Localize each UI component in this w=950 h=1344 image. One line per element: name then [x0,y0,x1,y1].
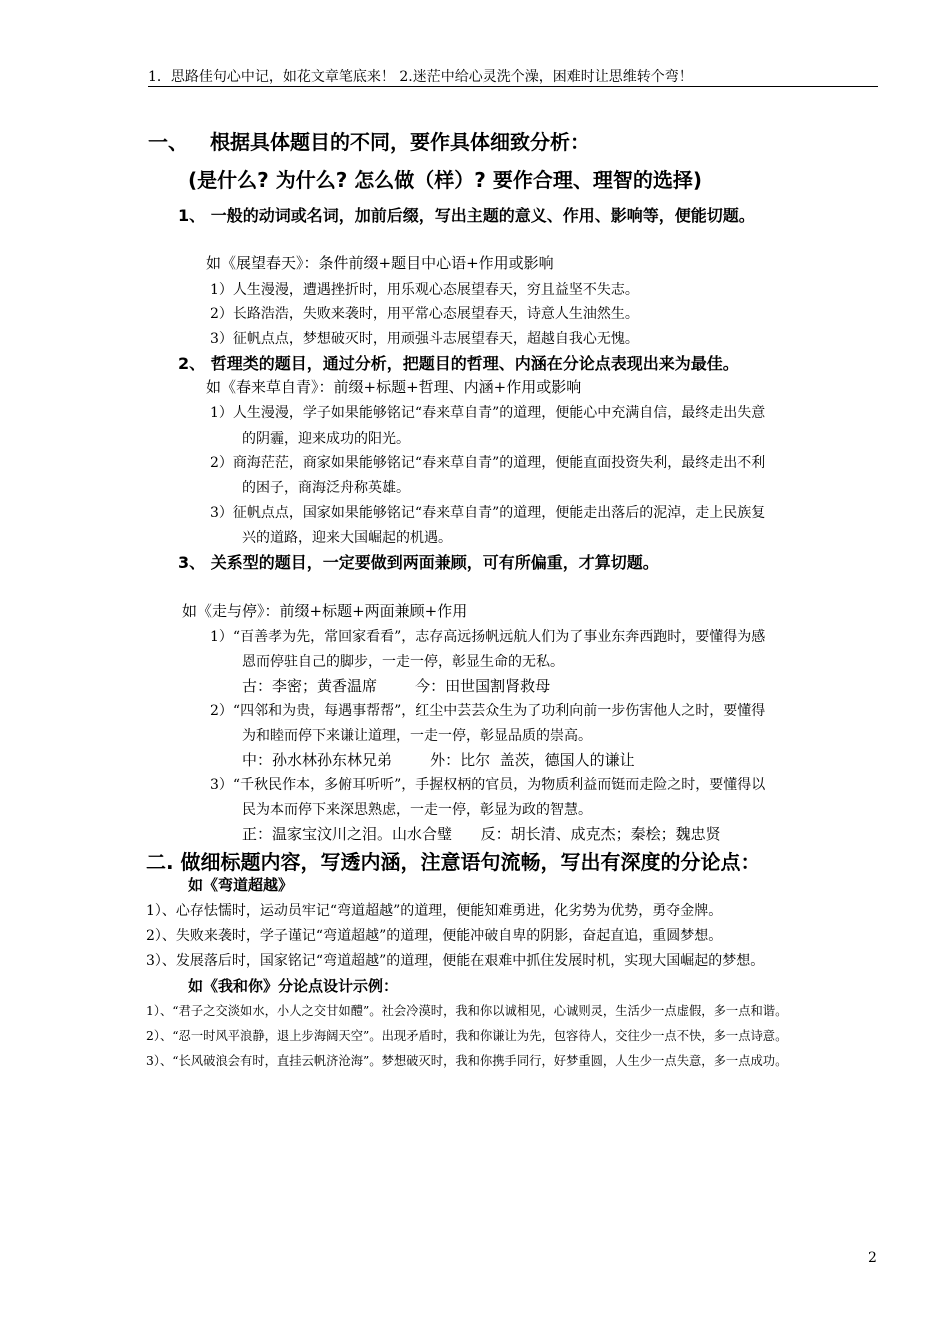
example2-item-2: 2）、“忍一时风平浪静，退上步海阔天空”。出现矛盾时，我和你谦让为先，包容待人，交往少一点不快，多一点诗意。 [146,1029,788,1043]
point3-item-3-line2: 民为本而停下来深思熟虑，一走一停，彰显为政的智慧。 [242,802,592,818]
section1-title: 根据具体题目的不同，要作具体细致分析： [210,130,590,154]
header-divider [148,86,878,87]
point1-example: 如《展望春天》：条件前缀+题目中心语+作用或影响 [206,254,554,272]
point3-item-1-examples: 古：李密；黄香温席 今：田世国割肾救母 [242,677,551,695]
example2-item-3: 3）、“长风破浪会有时，直挂云帆济沧海”。梦想破灭时，我和你携手同行，好梦重圆，人生少一点失意，多一点成功。 [146,1054,788,1068]
point1-item-1: 1）人生漫漫，遭遇挫折时，用乐观心态展望春天，穷且益坚不失志。 [210,282,639,298]
example1-heading: 如《弯道超越》 [188,876,294,894]
point2-item-1-line1: 1）人生漫漫，学子如果能够铭记“春来草自青”的道理，便能心中充满自信，最终走出失意 [210,405,766,421]
point3-item-1-line1: 1）“百善孝为先，常回家看看”，志存高远扬帆远航人们为了事业东奔西跑时，要懂得为感 [210,629,766,645]
page-number: 2 [868,1250,877,1266]
point3-example: 如《走与停》：前缀+标题+两面兼顾+作用 [182,602,468,620]
point2-example: 如《春来草自青》：前缀+标题+哲理、内涵+作用或影响 [206,378,582,396]
point3-item-1-line2: 恩而停驻自己的脚步，一走一停，彰显生命的无私。 [242,654,564,670]
point1-item-3: 3）征帆点点，梦想破灭时，用顽强斗志展望春天，超越自我心无愧。 [210,331,639,347]
section1-number: 一、 [148,130,188,154]
point1-heading: 1、 一般的动词或名词，加前后缀，写出主题的意义、作用、影响等，便能切题。 [178,206,755,225]
example1-item-3: 3）、发展落后时，国家铭记“弯道超越”的道理，便能在艰难中抓住发展时机，实现大国崛起的梦想。 [146,953,765,969]
example1-item-1: 1）、心存怯懦时，运动员牢记“弯道超越”的道理，便能知难勇进，化劣势为优势，勇夺金牌。 [146,903,723,919]
point3-item-2-line1: 2）“四邻和为贵，每遇事帮帮”，红尘中芸芸众生为了功利向前一步伤害他人之时，要懂得 [210,703,766,719]
point2-heading: 2、 哲理类的题目，通过分析，把题目的哲理、内涵在分论点表现出来为最佳。 [178,354,739,373]
point3-heading: 3、 关系型的题目，一定要做到两面兼顾，可有所偏重，才算切题。 [178,553,659,572]
point2-item-3-line2: 兴的道路，迎来大国崛起的机遇。 [242,530,452,546]
example2-item-1: 1）、“君子之交淡如水，小人之交甘如醴”。社会冷漠时，我和你以诚相见，心诚则灵，生活少一点虚假，多一点和谐。 [146,1004,788,1018]
point2-item-2-line2: 的困子，商海泛舟称英雄。 [242,480,410,496]
example1-item-2: 2）、失败来袭时，学子谨记“弯道超越”的道理，便能冲破自卑的阴影，奋起直追，重圆梦想。 [146,928,723,944]
example2-heading: 如《我和你》分论点设计示例： [188,977,399,995]
point3-item-3-line1: 3）“千秋民作本，多俯耳听听”，手握权柄的官员，为物质利益而铤而走险之时，要懂得以 [210,777,766,793]
point2-item-3-line1: 3）征帆点点，国家如果能够铭记“春来草自青”的道理，便能走出落后的泥淖，走上民族复 [210,505,766,521]
point2-item-2-line1: 2）商海茫茫，商家如果能够铭记“春来草自青”的道理，便能直面投资失利，最终走出不利 [210,455,766,471]
point3-item-2-examples: 中：孙水林孙东林兄弟 外：比尔 盖茨，德国人的谦让 [242,751,635,769]
point3-item-2-line2: 为和睦而停下来谦让道理，一走一停，彰显品质的崇高。 [242,728,592,744]
section1-subtitle: (是什么? 为什么? 怎么做（样）? 要作合理、理智的选择) [188,168,702,192]
point2-item-1-line2: 的阴霾，迎来成功的阳光。 [242,431,410,447]
page-header: 1．思路佳句心中记，如花文章笔底来！ 2.迷茫中给心灵洗个澡，困难时让思维转个弯！ [148,69,693,85]
point3-item-3-examples: 正：温家宝汶川之泪。山水合璧 反：胡长清、成克杰；秦桧；魏忠贤 [242,825,721,843]
section2-title: 二. 做细标题内容，写透内涵，注意语句流畅，写出有深度的分论点： [146,850,761,874]
point1-item-2: 2）长路浩浩，失败来袭时，用平常心态展望春天，诗意人生油然生。 [210,306,639,322]
